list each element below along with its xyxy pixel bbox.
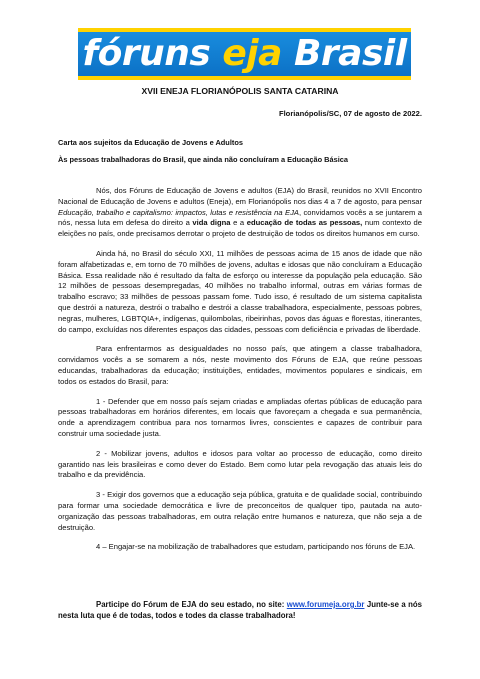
paragraph-intro-text-a: Nós, dos Fóruns de Educação de Jovens e adultos (EJA) do Brasil, reunidos no XVII Encontro Nacional de Educação de Jovens e adultos (Eneja), em Florianópolis nos dias 4 a 7 de agosto, para pensar bbox=[58, 186, 422, 206]
paragraph-context: Ainda há, no Brasil do século XXI, 11 milhões de pessoas acima de 15 anos de idade que não foram alfabetizadas e, em torno de 70 milhões de jovens, adultas e idosas que não concluíram a Educação Básica. Essa realidade não é resultado da falta de esforço ou interesse da população pela educação. São 12 milhões de pessoas desempregadas, 40 milhões no trabalho informal, outras em várias formas de trabalho escravo; 33 milhões de pessoas passam fome. Tudo isso, é resultado de um sistema capitalista que destrói a natureza, destrói o trabalho e destrói a classe trabalhadora, especialmente, pessoas pobres, negras, mulheres, LGBTQIA+, indígenas, quilombolas, ribeirinhas, povos das águas e florestas, itinerantes, do campo, excluídas nos diferentes espaços das cidades, pessoas com deficiência e privadas de liberdade. bbox=[58, 248, 422, 334]
letter-recipients: Às pessoas trabalhadoras do Brasil, que ainda não concluíram a Educação Básica bbox=[58, 155, 348, 164]
logo-text bbox=[78, 33, 411, 75]
event-theme: Educação, trabalho e capitalismo: impactos, lutas e resistência na EJA bbox=[58, 207, 299, 217]
demand-1: 1 - Defender que em nosso país sejam criadas e ampliadas ofertas públicas de educação para pessoas trabalhadoras em horários diferentes, em locais que favoreçam a chegada e sua permanência, onde a aprendizagem contribua para nos tornarmos livres, conscientes e capazes de contribuir para construir uma sociedade justa. bbox=[58, 396, 422, 438]
closing-text-b: Junte-se a nós nesta luta que é de todas, todos e todes da classe trabalhadora! bbox=[58, 600, 422, 620]
paragraph-intro-text-d: num contexto de eleições no país, onde precisamos derrotar o projeto de destruição de todos os direitos humanos em curso. bbox=[58, 218, 422, 239]
closing-call bbox=[58, 599, 422, 621]
letter-salutation: Carta aos sujeitos da Educação de Jovens e Adultos bbox=[58, 138, 243, 147]
paragraph-invitation: Para enfrentarmos as desigualdades no nosso país, que atingem a classe trabalhadora, convidamos vocês a se somarem a nós, neste movimento dos Fóruns de EJA, que reúne pessoas educandas, trabalhadoras da educação; instituições, entidades, movimentos populares e sindicais, em todos os estados do Brasil, para: bbox=[58, 344, 422, 386]
demand-3: 3 - Exigir dos governos que a educação seja pública, gratuita e de qualidade social, contribuindo para formar uma sociedade democrática e livre de preconceitos de qualquer tipo, pautada na auto-organização das pessoas trabalhadoras, em outra relação entre humanos e natureza, que não seja a de destruição. bbox=[58, 490, 422, 532]
paragraph-intro bbox=[58, 186, 422, 240]
logo-word-eja: eja bbox=[222, 33, 282, 74]
demand-4: 4 – Engajar-se na mobilização de trabalhadores que estudam, participando nos fóruns de EJA. bbox=[96, 542, 416, 552]
letter-body bbox=[58, 186, 422, 562]
emphasis-educacao: educação de todas as pessoas, bbox=[246, 218, 363, 228]
emphasis-vida-digna: vida digna bbox=[192, 218, 231, 228]
paragraph-intro-text-b: , convidamos vocês a se juntarem a nós, nessa luta em defesa do direito a bbox=[58, 207, 423, 228]
closing-text-a: Participe do Fórum de EJA do seu estado, no site: bbox=[96, 600, 287, 609]
forumeja-link[interactable]: www.forumeja.org.br bbox=[286, 600, 365, 609]
place-date: Florianópolis/SC, 07 de agosto de 2022. bbox=[278, 109, 422, 118]
logo-bottom-stripe bbox=[78, 76, 411, 80]
foruns-eja-brasil-logo bbox=[78, 28, 411, 80]
paragraph-intro-text-c: e a bbox=[230, 218, 247, 228]
demand-2: 2 - Mobilizar jovens, adultos e idosos para voltar ao processo de educação, como direito garantido nas leis brasileiras e como dever do Estado. Bem como lutar pela revogação das atuais leis do trabalho e da previdência. bbox=[58, 448, 422, 480]
event-title: XVII ENEJA FLORIANÓPOLIS SANTA CATARINA bbox=[141, 86, 339, 96]
logo-top-stripe bbox=[78, 28, 411, 32]
logo-word-brasil: Brasil bbox=[293, 33, 407, 74]
logo-word-foruns: fóruns bbox=[82, 33, 211, 74]
